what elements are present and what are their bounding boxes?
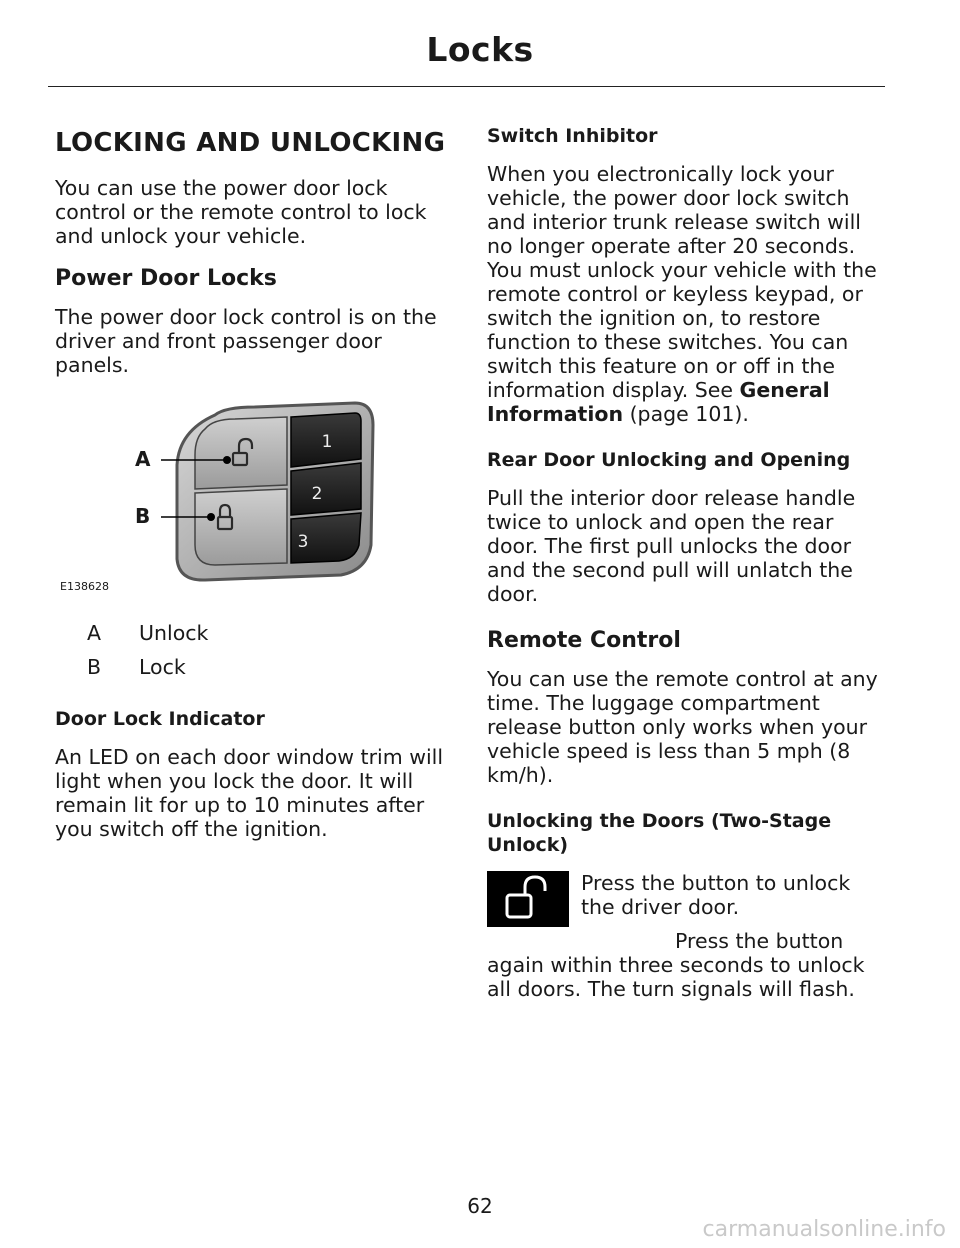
header-rule: [48, 86, 885, 87]
memory-button-3-label: 3: [297, 532, 309, 552]
remote-control-heading: Remote Control: [487, 628, 681, 653]
section-title: LOCKING AND UNLOCKING: [55, 128, 446, 158]
legend-key-a: A: [87, 621, 102, 645]
power-door-locks-heading: Power Door Locks: [55, 266, 277, 291]
switch-inhibitor-page-ref: (page 101).: [623, 402, 749, 426]
memory-button-1-label: 1: [321, 432, 333, 452]
remote-control-paragraph: You can use the remote control at any time. The luggage compartment release button only works when your vehicle speed is less than 5 mph (8 km/h).: [487, 667, 878, 787]
page-header-title: Locks: [426, 30, 534, 69]
callout-a-dot: [223, 456, 231, 464]
memory-button-2-label: 2: [311, 484, 323, 504]
callout-b-label: B: [135, 504, 151, 528]
switch-inhibitor-text: When you electronically lock your vehicle, the power door lock switch and interior trunk release switch will no longer operate after 20 seconds. You must unlock your vehicle with the remote control or keyless keypad, or switch the ignition on, to restore function to these switches. You can switch this feature on or off in the information display. See: [487, 162, 877, 402]
unlock-steps: [487, 871, 887, 1001]
rear-door-heading: Rear Door Unlocking and Opening: [487, 449, 851, 471]
unlock-remote-icon: [487, 871, 569, 927]
rear-door-paragraph: Pull the interior door release handle twice to unlock and open the rear door. The first pull unlocks the door and the second pull will unlatch the door.: [487, 486, 856, 606]
watermark: carmanualsonline.info: [702, 1217, 946, 1242]
unlock-step-1: Press the button to unlock the driver door.: [581, 871, 851, 919]
figure-legend: [87, 621, 450, 679]
switch-inhibitor-heading: Switch Inhibitor: [487, 125, 658, 147]
figure-code: E138628: [60, 580, 109, 593]
intro-paragraph: You can use the power door lock control or the remote control to lock and unlock your vehicle.: [55, 176, 427, 248]
callout-a-label: A: [135, 447, 151, 471]
callout-b-dot: [207, 513, 215, 521]
legend-value-unlock: Unlock: [139, 621, 209, 645]
left-column: [55, 120, 450, 859]
switch-inhibitor-paragraph: [487, 162, 887, 426]
memory-button-2: [291, 463, 361, 515]
door-lock-switch-illustration: [55, 395, 450, 605]
lock-button: [195, 489, 287, 565]
unlock-step-2: Press the button again within three seconds to unlock all doors. The turn signals will flash.: [487, 929, 865, 1001]
open-padlock-icon: [487, 871, 569, 927]
legend-key-b: B: [87, 655, 102, 679]
door-lock-indicator-paragraph: An LED on each door window trim will light when you lock the door. It will remain lit for up to 10 minutes after you switch off the ignition.: [55, 745, 444, 841]
page-number: 62: [467, 1194, 493, 1218]
legend-value-lock: Lock: [139, 655, 186, 679]
door-lock-indicator-heading: Door Lock Indicator: [55, 708, 265, 730]
door-lock-switch-figure: [55, 395, 450, 605]
right-column: [487, 124, 887, 1001]
unlocking-doors-heading: Unlocking the Doors (Two-Stage Unlock): [487, 810, 832, 856]
general-information-link[interactable]: General Information: [487, 378, 830, 426]
power-door-locks-paragraph: The power door lock control is on the driver and front passenger door panels.: [55, 305, 437, 377]
